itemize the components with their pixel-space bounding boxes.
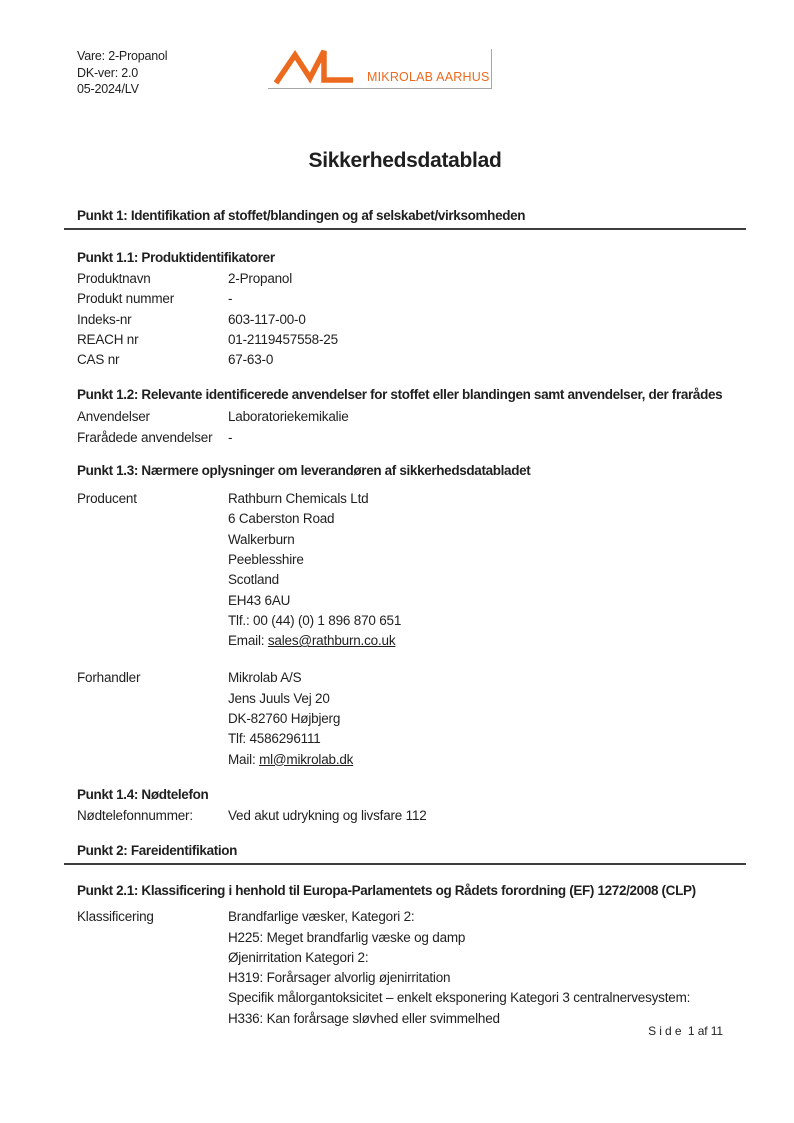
row-value: 67-63-0 <box>228 352 274 368</box>
table-row <box>64 407 746 427</box>
address-line: Jens Juuls Vej 20 <box>228 690 330 706</box>
row-label: REACH nr <box>77 331 139 347</box>
table-row <box>64 289 746 309</box>
row-value: Laboratoriekemikalie <box>228 409 349 425</box>
doc-info-block <box>77 48 268 98</box>
address-line: Peeblesshire <box>228 551 304 567</box>
row-label: Produktnavn <box>77 271 151 286</box>
producent-email-link[interactable]: sales@rathburn.co.uk <box>267 633 396 649</box>
classification-line: H225: Meget brandfarlig væske og damp <box>228 929 466 945</box>
classification-line: H319: Forårsager alvorlig øjenirritation <box>228 970 451 986</box>
address-line: Scotland <box>228 572 279 588</box>
section-1-2-header: Punkt 1.2: Relevante identificerede anvendelser for stoffet eller blandingen samt anvendelser, der frarådes <box>77 387 723 403</box>
doc-info-date: 05-2024/LV <box>77 82 139 97</box>
row-value: 01-2119457558-25 <box>228 331 338 347</box>
emergency-phone-table <box>64 806 746 826</box>
table-row <box>64 350 746 370</box>
product-identifiers-table <box>64 269 746 370</box>
address-line <box>228 750 746 770</box>
section-1-4-header: Punkt 1.4: Nødtelefon <box>77 786 209 802</box>
table-row <box>64 269 746 289</box>
section-1-header: Punkt 1: Identifikation af stoffet/blandingen og af selskabet/virksomheden <box>64 207 746 230</box>
producent-block <box>64 489 746 651</box>
table-row <box>64 310 746 330</box>
table-row <box>64 428 746 448</box>
email-label: Email: <box>228 633 268 649</box>
address-line <box>228 631 746 651</box>
row-label: Produkt nummer <box>77 291 174 307</box>
page-header <box>64 48 746 98</box>
page-number: S i d e 1 af 11 <box>648 1024 723 1038</box>
row-label: Forhandler <box>77 670 141 686</box>
address-line: 6 Caberston Road <box>228 511 335 527</box>
classification-line: H336: Kan forårsage sløvhed eller svimmelhed <box>228 1010 500 1026</box>
email-label: Mail: <box>228 751 260 767</box>
table-row <box>64 330 746 350</box>
row-label: Nødtelefonnummer: <box>77 807 193 823</box>
address-line: DK-82760 Højbjerg <box>228 711 341 727</box>
section-2-header: Punkt 2: Fareidentifikation <box>64 842 746 865</box>
address-line: Tlf.: 00 (44) (0) 1 896 870 651 <box>228 612 402 628</box>
classification-line: Øjenirritation Kategori 2: <box>228 949 369 965</box>
classification-block <box>64 907 746 1029</box>
row-value: 2-Propanol <box>228 271 293 286</box>
row-label: Producent <box>77 491 137 507</box>
forhandler-block <box>64 668 746 769</box>
section-1-1-header: Punkt 1.1: Produktidentifikatorer <box>77 250 275 265</box>
doc-info-version: DK-ver: 2.0 <box>77 65 139 80</box>
logo-wordmark: MIKROLAB AARHUS <box>367 70 490 84</box>
table-row <box>64 806 746 826</box>
forhandler-email-link[interactable]: ml@mikrolab.dk <box>259 751 354 767</box>
address-line: Tlf: 4586296111 <box>228 731 321 747</box>
row-label: Indeks-nr <box>77 311 132 327</box>
row-label: Frarådede anvendelser <box>77 429 213 445</box>
page-title: Sikkerhedsdatablad <box>308 149 502 172</box>
uses-table <box>64 407 746 448</box>
address-line: Mikrolab A/S <box>228 670 302 686</box>
row-label: CAS nr <box>77 352 120 368</box>
classification-line: Specifik målorgantoksicitet – enkelt eksponering Kategori 3 centralnervesystem: <box>228 990 691 1006</box>
producent-address <box>228 489 746 651</box>
address-line: Walkerburn <box>228 531 295 547</box>
doc-info-product: Vare: 2-Propanol <box>77 49 168 63</box>
row-value: 603-117-00-0 <box>228 311 306 327</box>
row-value: - <box>228 291 233 307</box>
section-1-3-header: Punkt 1.3: Nærmere oplysninger om leverandøren af sikkerhedsdatabladet <box>77 463 531 479</box>
row-label: Anvendelser <box>77 409 150 425</box>
section-2-1-header: Punkt 2.1: Klassificering i henhold til Europa-Parlamentets og Rådets forordning (EF) 1272/2008 (CLP) <box>77 883 696 899</box>
address-line: Rathburn Chemicals Ltd <box>228 491 369 507</box>
row-value: Ved akut udrykning og livsfare 112 <box>228 807 427 823</box>
classification-lines <box>228 907 746 1029</box>
address-line: EH43 6AU <box>228 592 291 608</box>
mikrolab-logo-icon <box>274 49 356 85</box>
forhandler-address <box>228 668 746 769</box>
classification-line: Brandfarlige væsker, Kategori 2: <box>228 909 415 925</box>
company-logo <box>268 49 492 89</box>
row-value: - <box>228 429 233 445</box>
row-label: Klassificering <box>77 909 154 925</box>
